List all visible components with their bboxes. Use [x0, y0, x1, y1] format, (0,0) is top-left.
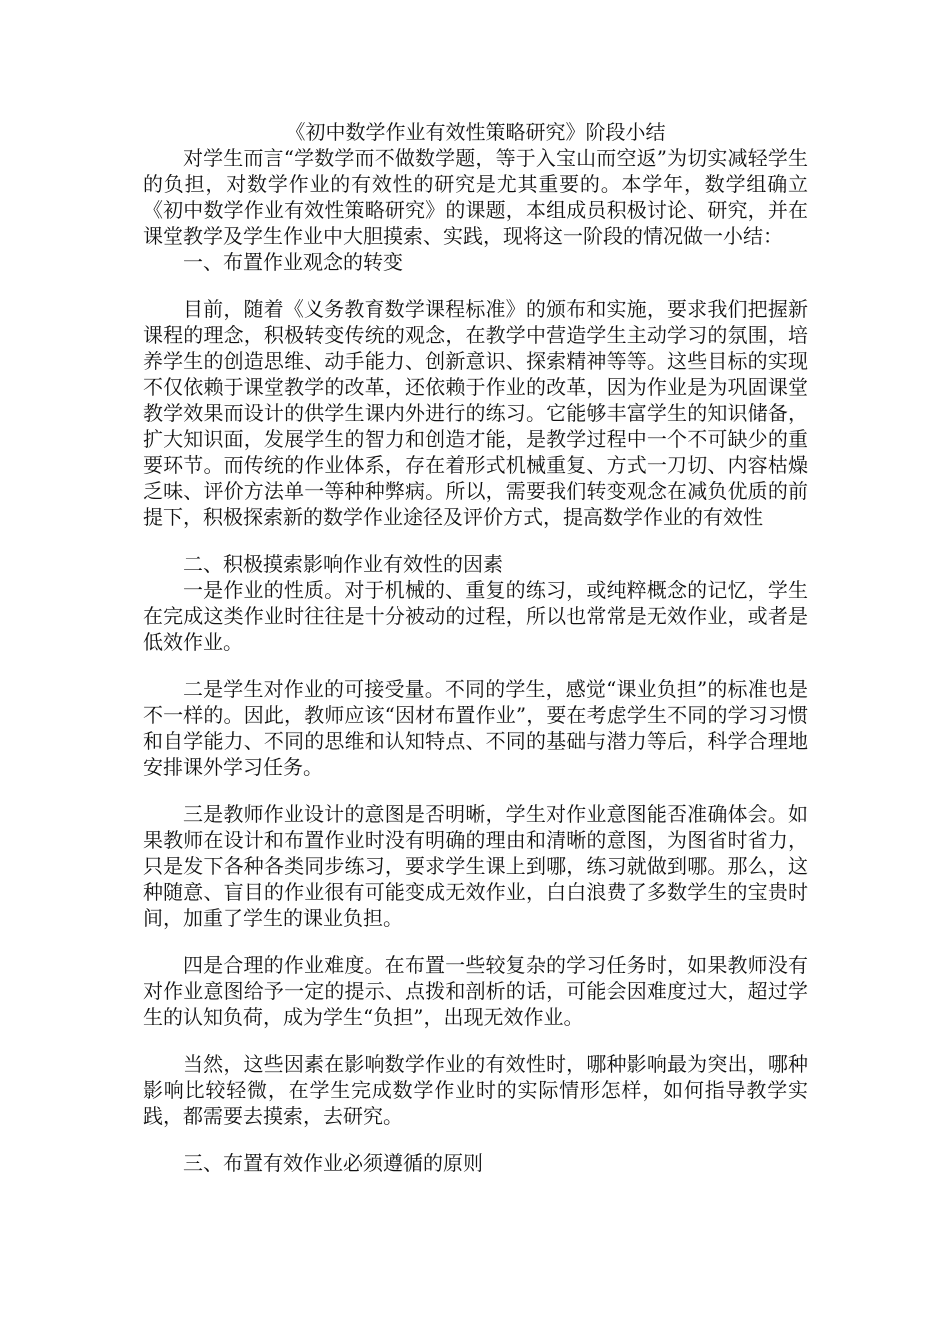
section-heading-3: 三、布置有效作业必须遵循的原则	[183, 1151, 483, 1175]
factor-paragraph-2: 二是学生对作业的可接受量。不同的学生，感觉“课业负担”的标准也是不一样的。因此，教师应该“因材布置作业”，要在考虑学生不同的学习习惯和自学能力、不同的思维和认知特点、不同的基础与潜力等后，科学合理地安排课外学习任务。	[143, 677, 808, 779]
factor-paragraph-1: 一是作业的性质。对于机械的、重复的练习，或纯粹概念的记忆，学生在完成这类作业时往往是十分被动的过程，所以也常常是无效作业，或者是低效作业。	[143, 578, 808, 654]
document-title: 《初中数学作业有效性策略研究》阶段小结	[285, 120, 666, 144]
factor-paragraph-3: 三是教师作业设计的意图是否明晰，学生对作业意图能否准确体会。如果教师在设计和布置作业时没有明确的理由和清晰的意图，为图省时省力，只是发下各种各类同步练习，要求学生课上到哪，练习就做到哪。那么，这种随意、盲目的作业很有可能变成无效作业，白白浪费了多数学生的宝贵时间，加重了学生的课业负担。	[143, 802, 808, 930]
section-heading-2: 二、积极摸索影响作业有效性的因素	[183, 552, 503, 576]
section1-paragraph: 目前，随着《义务教育数学课程标准》的颁布和实施，要求我们把握新课程的理念，积极转变传统的观念，在教学中营造学生主动学习的氛围，培养学生的创造思维、动手能力、创新意识、探索精神等等。这些目标的实现不仅依赖于课堂教学的改革，还依赖于作业的改革，因为作业是为巩固课堂教学效果而设计的供学生课内外进行的练习。它能够丰富学生的知识储备，扩大知识面，发展学生的智力和创造才能，是教学过程中一个不可缺少的重要环节。而传统的作业体系，存在着形式机械重复、方式一刀切、内容枯燥乏味、评价方法单一等种种弊病。所以，需要我们转变观念在减负优质的前提下，积极探索新的数学作业途径及评价方式，提高数学作业的有效性	[143, 297, 808, 529]
factor-paragraph-4: 四是合理的作业难度。在布置一些较复杂的学习任务时，如果教师没有对作业意图给予一定的提示、点拨和剖析的话，可能会因难度过大，超过学生的认知负荷，成为学生“负担”，出现无效作业。	[143, 953, 808, 1029]
intro-paragraph: 对学生而言“学数学而不做数学题，等于入宝山而空返”为切实减轻学生的负担，对数学作业的有效性的研究是尤其重要的。本学年，数学组确立《初中数学作业有效性策略研究》的课题，本组成员积极讨论、研究，并在课堂教学及学生作业中大胆摸索、实践，现将这一阶段的情况做一小结：	[143, 146, 808, 248]
section-heading-1: 一、布置作业观念的转变	[183, 250, 403, 274]
summary-paragraph: 当然，这些因素在影响数学作业的有效性时，哪种影响最为突出，哪种影响比较轻微，在学生完成数学作业时的实际情形怎样，如何指导教学实践，都需要去摸索，去研究。	[143, 1052, 808, 1128]
document-body	[143, 119, 808, 1176]
